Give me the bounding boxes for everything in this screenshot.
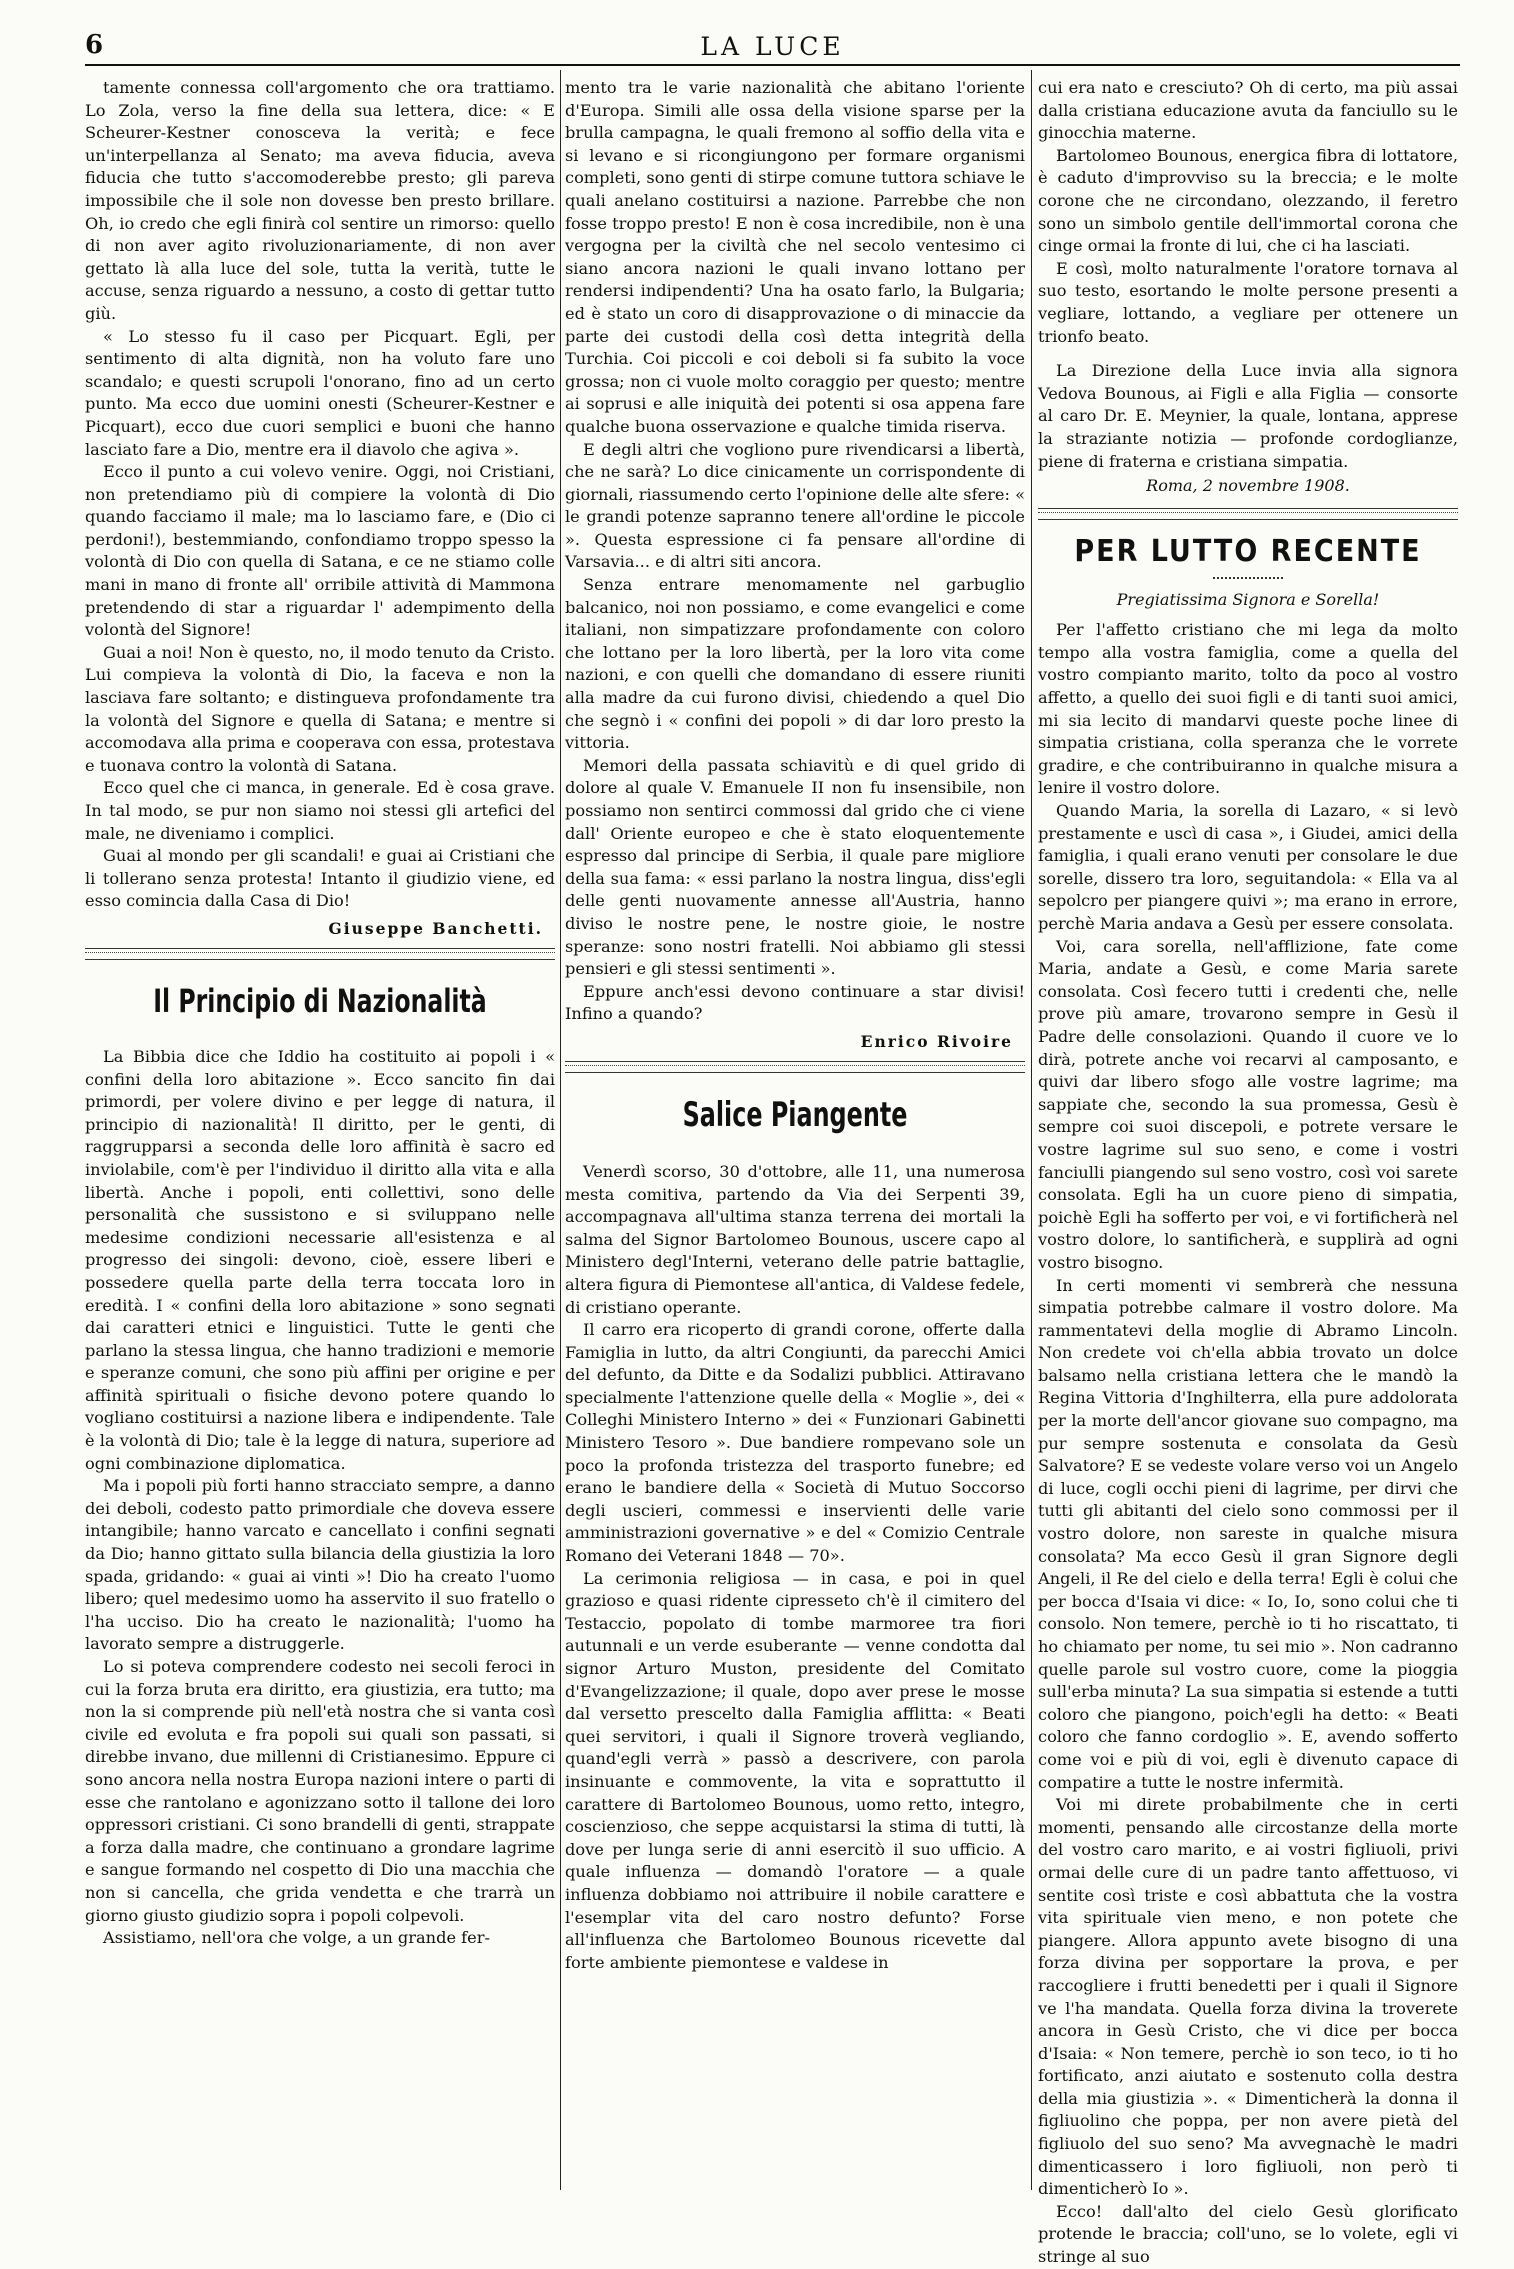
title-ornament	[1213, 577, 1283, 579]
paragraph: Ecco quel che ci manca, in generale. Ed è cosa grave. In tal modo, se pur non siamo noi stessi gli artefici del male, ne diveniamo i complici.	[85, 778, 555, 843]
section-divider	[565, 1061, 1025, 1073]
paragraph: La cerimonia religiosa — in casa, e poi in quel grazioso e quasi ridente cipresseto ch'è il cimitero del Testaccio, popolato di tombe marmoree tra fiori autunnali e un verde esuberante — venne condotta dal signor Arturo Muston, presidente del Comitato d'Evangelizzazione; il quale, dopo aver prese le mosse dal versetto prescelto dalla Famiglia afflitta: « Beati quei servitori, i quali il Signore troverà vegliando, quand'egli verrà » passò a descrivere, con parola insinuante e commovente, la vita e soprattutto il carattere di Bartolomeo Bounous, uomo retto, integro, coscienzioso, che seppe acquistarsi la stima di tutti, là dove per lunga serie di anni esercitò il suo ufficio. A quale influenza — domandò l'oratore — a quale influenza dobbiamo noi attribuire il nobile carattere e l'esemplar vita del caro nostro defunto? Forse all'influenza che Bartolomeo Bounous ricevette dal forte ambiente piemontese e valdese in	[565, 1568, 1025, 1972]
paragraph: La Bibbia dice che Iddio ha costituito ai popoli i « confini della loro abitazione ». Ecco sancito fin dai primordi, per volere divino e per legge di natura, il principio di nazionalità! Il diritto, per le genti, di raggrupparsi a seconda delle loro affinità è sacro ed inviolabile, com'è per l'individuo il diritto alla vita e alla libertà. Anche i popoli, enti collettivi, sono delle personalità che sussistono e si sviluppano nelle medesime condizioni necessarie all'esistenza e al progresso dei singoli: devono, cioè, essere liberi e possedere quella parte della terra toccata loro in eredità. I « confini della loro abitazione » sono segnati dai caratteri etnici e linguistici. Tutte le genti che parlano la stessa lingua, che hanno tradizioni e memorie e speranze comuni, che sono più affini per origine e per affinità spirituali o fisiche devono potere quando lo vogliano costituirsi a nazione libera e indipendente. Tale è la volontà di Dio; tale è la legge di natura, superiore ad ogni combinazione diplomatica.	[85, 1046, 555, 1473]
paragraph: cui era nato e cresciuto? Oh di certo, ma più assai dalla cristiana educazione avuta da fanciullo su le ginocchia materne.	[1038, 78, 1458, 143]
paragraph: Voi mi direte probabilmente che in certi momenti, pensando alle circostanze della morte del vostro caro marito, e ai vostri figliuoli, privi ormai delle cure di un padre tanto affettuoso, vi sentite così triste e così abbattuta che la vostra vita spirituale vien meno, e non potete che piangere. Allora appunto avete bisogno di una forza divina per sopportare la prova, e per raccogliere i frutti benedetti per i quali il Signore ve l'ha mandata. Quella forza divina la troverete ancora in Gesù Cristo, che vi dice per bocca d'Isaia: « Non temere, perchè io son teco, io ti ho fortificato, anzi aiutato e sostenuto colla destra della mia giustizia ». « Dimenticherà la donna il figliuolino che poppa, per non avere pietà del figliuolo del suo seno? Ma avvegnachè le madri dimenticassero i loro figliuoli, non però ti dimenticherò Io ».	[1038, 1795, 1458, 2199]
column-divider	[1031, 70, 1032, 2190]
paragraph: Senza entrare menomamente nel garbuglio balcanico, noi non possiamo, e come evangelici e come italiani, non simpatizzare profondamente con coloro che lottano per la loro libertà, per la loro vita come nazioni, e con quelli che domandano di essere riuniti alla madre da cui furono divisi, chiedendo a quel Dio che segnò i « confini dei popoli » di dar loro presto la vittoria.	[565, 575, 1025, 753]
column-divider	[560, 70, 561, 2190]
page-number: 6	[85, 30, 104, 60]
article-title: PER LUTTO RECENTE	[1074, 533, 1422, 569]
paragraph: Bartolomeo Bounous, energica fibra di lottatore, è caduto d'improvviso su la breccia; e le molte corone che ne circondano, olezzando, il feretro sono un simbolo gentile dell'immortal corona che cinge ormai la fronte di lui, che ci ha lasciati.	[1038, 145, 1458, 256]
article-body	[85, 1046, 555, 1950]
header-rule	[85, 64, 1460, 66]
paragraph: Ma i popoli più forti hanno stracciato sempre, a danno dei deboli, codesto patto primordiale che doveva essere intangibile; hanno varcato e cancellato i confini segnati da Dio; hanno gittato sulla bilancia della giustizia la loro spada, gridando: « guai ai vinti »! Dio ha creato l'uomo libero; quel medesimo uomo ha asservito il suo fratello o l'ha ucciso. Dio ha creato le nazionalità; l'uomo ha lavorato sempre a distruggerle.	[85, 1476, 555, 1654]
paragraph: Voi, cara sorella, nell'afflizione, fate come Maria, andate a Gesù, e come Maria sarete consolata. Così fecero tutti i credenti che, nelle prove più amare, trovarono sempre in Gesù il Padre delle consolazioni. Quando il cuore ve lo dirà, potrete anche voi recarvi al camposanto, e quivi dar libero sfogo alle vostre lagrime; ma sappiate che, secondo la sua promessa, Gesù è sempre coi suoi discepoli, e potrete versare le vostre lagrime sul suo seno, e come i vostri fanciulli piangendo sul seno vostro, così voi sarete consolata. Egli ha un cuore pieno di simpatia, poichè Egli ha sofferto per voi, e vi fortificherà nel vostro dolore, lo santificherà, e supplirà ad ogni vostro bisogno.	[1038, 936, 1458, 1272]
column-2	[565, 77, 1025, 2187]
article-title: Salice Piangente	[682, 1094, 908, 1135]
paragraph: Ecco! dall'alto del cielo Gesù glorificato protende le braccia; coll'uno, se lo volete, egli vi stringe al suo	[1038, 2201, 1458, 2267]
masthead: LA LUCE	[700, 32, 845, 61]
paragraph: Guai a noi! Non è questo, no, il modo tenuto da Cristo. Lui compieva la volontà di Dio, la faceva e non la lasciava fare soltanto; e distingueva profondamente tra la volontà del Signore e quella di Satana; e mentre si accomodava alla prima e cooperava con essa, protestava e tuonava contro la volontà di Satana.	[85, 642, 555, 775]
signature: Giuseppe Banchetti.	[328, 918, 543, 938]
article-continuation	[85, 77, 555, 938]
paragraph: Il carro era ricoperto di grandi corone, offerte dalla Famiglia in lutto, da altri Congiunti, da parecchi Amici del defunto, da Ditte e da Sodalizi pubblici. Attiravano specialmente l'attenzione quelle della « Moglie », dei « Colleghi Ministero Interno » dei « Funzionari Gabinetti Ministero Tesoro ». Due bandiere rompevano sole un poco la profonda tristezza del trasporto funebre; ed erano le bandiere della « Società di Mutuo Soccorso degli uscieri, commessi e inservienti delle varie amministrazioni governative » e del « Comizio Centrale Romano dei Veterani 1848 — 70».	[565, 1320, 1025, 1566]
paragraph: Eppure anch'essi devono continuare a star divisi! Infino a quando?	[565, 981, 1025, 1024]
section-divider	[1038, 508, 1458, 520]
paragraph: « Lo stesso fu il caso per Picquart. Egli, per sentimento di alta dignità, non ha voluto fare uno scandalo; e questi scrupoli l'onorano, fino ad un certo punto. Ma ecco due uomini onesti (Scheurer-Kestner e Picquart), ecco due cuori semplici e buoni che hanno lasciato fare a Dio, mentre era il diavolo che agiva ».	[85, 326, 555, 459]
paragraph: Per l'affetto cristiano che mi lega da molto tempo alla vostra famiglia, come a quella del vostro compianto marito, tolto da poco al vostro affetto, a quello dei suoi figli e di tanti suoi amici, mi sia lecito di mandarvi queste poche linee di simpatia cristiana, colla speranza che le vorrete gradire, e che contribuiranno in qualche misura a lenire il vostro dolore.	[1038, 620, 1458, 798]
paragraph: Guai al mondo per gli scandali! e guai ai Cristiani che li tollerano senza protesta! Intanto il giudizio viene, ed esso comincia dalla Casa di Dio!	[85, 846, 555, 911]
date-line: Roma, 2 novembre 1908.	[1146, 476, 1350, 496]
paragraph: E degli altri che vogliono pure rivendicarsi a libertà, che ne sarà? Lo dice cinicamente un corrispondente di giornali, riassumendo certo l'opinione delle alte sfere: « le grandi potenze sapranno tenere all'ordine le piccole ». Questa espressione ci fa pensare all'ordine di Varsavia... e di altri siti ancora.	[565, 439, 1025, 572]
article-body	[565, 1161, 1025, 1974]
signature: Enrico Rivoire	[860, 1031, 1013, 1051]
article-continuation	[565, 77, 1025, 1051]
paragraph: Memori della passata schiavitù e di quel grido di dolore al quale V. Emanuele II non fu insensibile, non possiamo non sentirci commossi dal grido che ci viene dall' Oriente europeo e che è stato eloquentemente espresso dal principe di Serbia, il quale pare migliore della sua fama: « essi parlano la nostra lingua, diss'egli delle genti nuovamente annesse all'Austria, hanno diviso le nostre pene, le nostre gioie, le nostre speranze: sono nostri fratelli. Noi abbiamo gli stessi pensieri e gli stessi sentimenti ».	[565, 755, 1025, 979]
paragraph: mento tra le varie nazionalità che abitano l'oriente d'Europa. Simili alle ossa della visione sparse per la brulla campagna, le quali fremono al soffio della vita e si levano e si ricongiungono per formare organismi completi, sono genti di stirpe comune tuttora schiave le quali anelano costituirsi a nazione. Parrebbe che non fosse troppo presto! E non è cosa incredibile, non è una vergogna per la civiltà che nel secolo ventesimo ci siano ancora nazioni le quali invano lottano per rendersi indipendenti? Una ha osato farlo, la Bulgaria; ed è stato un coro di disapprovazione o di minaccie da parte dei custodi della così detta integrità della Turchia. Coi piccoli e coi deboli si fa subito la voce grossa; non ci vuole molto coraggio per questo; mentre ai soprusi e alle iniquità dei potenti si osa appena fare qualche buona osservazione e qualche timida riserva.	[565, 78, 1025, 436]
article-title: Il Principio di Nazionalità	[153, 981, 487, 1020]
paragraph: tamente connessa coll'argomento che ora trattiamo. Lo Zola, verso la fine della sua lettera, dice: « E Scheurer-Kestner conosceva la verità; e fece un'interpellanza al Senato; ma aveva fiducia, aveva fiducia che tutto s'accomoderebbe presto; gli pareva impossibile che il sole non dovesse ben presto brillare. Oh, io credo che egli finirà col sentire un rimorso: quello di non aver agito rivoluzionariamente, di non aver gettato là alla luce del sole, tutta la verità, tutte le accuse, senza riguardo a nessuno, a costo di gettar tutto giù.	[85, 78, 555, 323]
column-1	[85, 77, 555, 2187]
article-body	[1038, 619, 1458, 2268]
page-header	[85, 30, 1460, 74]
paragraph: In certi momenti vi sembrerà che nessuna simpatia potrebbe calmare il vostro dolore. Ma rammentatevi della moglie di Abramo Lincoln. Non credete voi ch'ella abbia trovato un dolce balsamo nella cristiana lettera che le mandò la Regina Vittoria d'Inghilterra, ella pure addolorata per la morte dell'ancor giovane suo compagno, ma pur sempre sostenuta e consolata da Gesù Salvatore? E se vedeste volare verso voi un Angelo di luce, cogli occhi pieni di lagrime, per dirvi che tutti gli abitanti del cielo sono commossi per il vostro dolore, non sareste in qualche misura consolata? Ma ecco Gesù il gran Signore degli Angeli, il Re del cielo e della terra! Egli è colui che per bocca d'Isaia vi dice: « Io, Io, sono colui che ti consolo. Non temere, perchè io ti ho riscattato, ti ho chiamato per nome, tu sei mio ». Non cadranno quelle parole sul vostro cuore, come la pioggia sull'erba minuta? La sua simpatia si estende a tutti coloro che piangono, poich'egli ha detto: « Beati coloro che fanno cordoglio ». E, avendo sofferto come voi e più di voi, egli è divenuto capace di compatire a tutte le nostre infermità.	[1038, 1275, 1458, 1792]
column-3	[1038, 77, 1458, 2267]
paragraph: Quando Maria, la sorella di Lazaro, « si levò prestamente e uscì di casa », i Giudei, amici della famiglia, i quali erano venuti per consolare le due sorelle, dissero tra loro, seguitandola: « Ella va al sepolcro per piangere quivi »; ma erano in errore, perchè Maria andava a Gesù per essere consolata.	[1038, 801, 1458, 933]
paragraph: E così, molto naturalmente l'oratore tornava al suo testo, esortando le molte persone presenti a vegliare, lottando, a vegliare per ottenere un trionfo beato.	[1038, 258, 1458, 346]
paragraph: Lo si poteva comprendere codesto nei secoli feroci in cui la forza bruta era diritto, era giustizia, era tutto; ma non la si comprende più nell'età nostra che si vanta così civile ed evoluta e fra popoli sui quali son passati, si direbbe invano, due millenni di Cristianesimo. Eppure ci sono ancora nella nostra Europa nazioni intere o parti di esse che rantolano e agonizzano sotto il tallone dei loro oppressori cristiani. Ci sono brandelli di genti, strappate a forza dalla madre, che continuano a grondare lagrime e sangue formando nel cospetto di Dio una macchia che non si cancella, che grida vendetta e che trarrà un giorno giusto giudizio sopra i popoli colpevoli.	[85, 1657, 555, 1925]
article-continuation	[1038, 77, 1458, 498]
paragraph: Assistiamo, nell'ora che volge, a un grande fer-	[103, 1928, 490, 1948]
section-divider	[85, 948, 555, 960]
salutation: Pregiatissima Signora e Sorella!	[1116, 589, 1380, 609]
paragraph: Ecco il punto a cui volevo venire. Oggi, noi Cristiani, non pretendiamo più di compiere la volontà di Dio quando facciamo il male; ma lo lasciamo fare, e (Dio ci perdoni!), bestemmiando, confondiamo troppo spesso la volontà di Dio con quella di Satana, e ce ne stiamo colle mani in mano di fronte all' orribile attività di Mammona pretendendo di star a riguardar l' adempimento della volontà del Signore!	[85, 462, 555, 640]
paragraph: Venerdì scorso, 30 d'ottobre, alle 11, una numerosa mesta comitiva, partendo da Via dei Serpenti 39, accompagnava all'ultima stanza terrena dei mortali la salma del Signor Bartolomeo Bounous, uscere capo al Ministero degl'Interni, veterano delle patrie battaglie, altera figura di Piemontese all'antica, di Valdese fedele, di cristiano operante.	[565, 1161, 1025, 1317]
paragraph: La Direzione della Luce invia alla signora Vedova Bounous, ai Figli e alla Figlia — consorte al caro Dr. E. Meynier, la quale, lontana, apprese la straziante notizia — profonde cordoglianze, piene di fraterna e cristiana simpatia.	[1038, 361, 1458, 471]
